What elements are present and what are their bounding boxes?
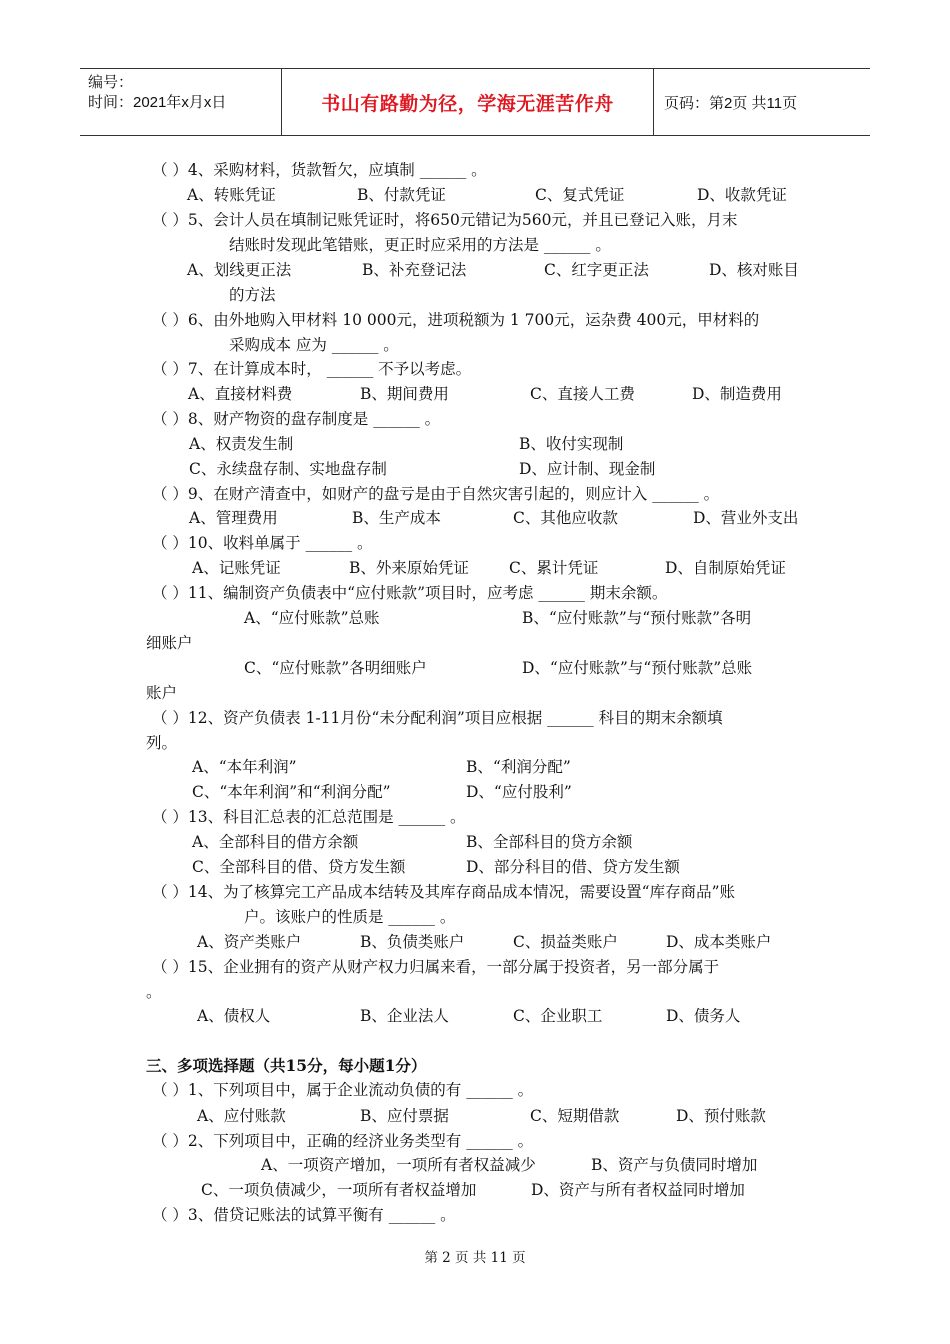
- answer-option: D、成本类账户: [666, 933, 772, 951]
- answer-option: C、“本年利润”和“利润分配”: [192, 783, 391, 801]
- question-text: 列。: [146, 734, 178, 752]
- answer-option: D、“应付股利”: [466, 783, 572, 801]
- answer-option: B、资产与负债同时增加: [591, 1156, 758, 1174]
- question-text: 。: [146, 983, 162, 1001]
- question-text: （ ）11、编制资产负债表中“应付账款”项目时，应考虑 ______ 期末余额。: [152, 584, 668, 602]
- answer-option: C、全部科目的借、贷方发生额: [192, 858, 406, 876]
- answer-option: A、转账凭证: [187, 186, 276, 204]
- answer-option: D、制造费用: [692, 385, 782, 403]
- answer-option: C、短期借款: [530, 1107, 620, 1125]
- question-text: （ ）8、财产物资的盘存制度是 ______ 。: [152, 410, 441, 428]
- answer-option: B、“应付账款”与“预付账款”各明: [522, 609, 752, 627]
- question-text: （ ）4、采购材料，货款暂欠，应填制 ______ 。: [152, 161, 487, 179]
- answer-option: A、直接材料费: [188, 385, 293, 403]
- answer-option: A、权责发生制: [189, 435, 294, 453]
- header-page-info: 页码：第2页 共11页: [664, 94, 798, 112]
- answer-option: C、红字更正法: [544, 261, 649, 279]
- answer-option: D、应计制、现金制: [519, 460, 656, 478]
- answer-option: A、管理费用: [189, 509, 278, 527]
- answer-option: A、“应付账款”总账: [244, 609, 380, 627]
- answer-option: A、资产类账户: [197, 933, 302, 951]
- answer-option: C、一项负债减少，一项所有者权益增加: [201, 1181, 477, 1199]
- question-text: （ ）7、在计算成本时， ______ 不予以考虑。: [152, 360, 472, 378]
- question-text: （ ）13、科目汇总表的汇总范围是 ______ 。: [152, 808, 466, 826]
- question-text: 的方法: [229, 286, 276, 304]
- answer-option: C、“应付账款”各明细账户: [244, 659, 427, 677]
- answer-option: D、“应付账款”与“预付账款”总账: [522, 659, 753, 677]
- answer-option: C、永续盘存制、实地盘存制: [189, 460, 387, 478]
- answer-option: C、损益类账户: [513, 933, 618, 951]
- answer-option: C、复式凭证: [535, 186, 625, 204]
- answer-option: A、记账凭证: [192, 559, 281, 577]
- question-text: （ ）15、企业拥有的资产从财产权力归属来看，一部分属于投资者，另一部分属于: [152, 958, 720, 976]
- answer-option: B、“利润分配”: [466, 758, 571, 776]
- question-text: 账户: [146, 684, 178, 702]
- answer-option: C、直接人工费: [530, 385, 635, 403]
- question-text: （ ）5、会计人员在填制记账凭证时，将650元错记为560元，并且已登记入账，月末: [152, 211, 738, 229]
- answer-option: C、企业职工: [513, 1007, 603, 1025]
- answer-option: B、生产成本: [352, 509, 441, 527]
- answer-option: B、收付实现制: [519, 435, 624, 453]
- time-label: 时间：2021年x月x日: [88, 94, 227, 111]
- answer-option: D、资产与所有者权益同时增加: [531, 1181, 745, 1199]
- answer-option: D、预付账款: [676, 1107, 766, 1125]
- serial-label: 编号：: [88, 74, 134, 91]
- section-title: 三、多项选择题（共15分，每小题1分）: [146, 1056, 427, 1075]
- answer-option: B、负债类账户: [360, 933, 465, 951]
- answer-option: A、应付账款: [197, 1107, 286, 1125]
- question-text: （ ）2、下列项目中，正确的经济业务类型有 ______ 。: [152, 1132, 534, 1150]
- question-text: （ ）3、借贷记账法的试算平衡有 ______ 。: [152, 1206, 456, 1224]
- answer-option: A、划线更正法: [187, 261, 292, 279]
- answer-option: D、核对账目: [709, 261, 799, 279]
- question-text: 户。该账户的性质是 ______ 。: [244, 908, 456, 926]
- answer-option: C、其他应收款: [513, 509, 618, 527]
- answer-option: D、营业外支出: [693, 509, 799, 527]
- answer-option: A、“本年利润”: [192, 758, 297, 776]
- question-text: 细账户: [146, 634, 193, 652]
- question-text: （ ）12、资产负债表 1-11月份“未分配利润”项目应根据 ______ 科目的期末余额填: [152, 709, 723, 727]
- question-text: （ ）10、收料单属于 ______ 。: [152, 534, 373, 552]
- answer-option: B、外来原始凭证: [349, 559, 469, 577]
- question-text: （ ）6、由外地购入甲材料 10 000元，进项税额为 1 700元，运杂费 400元，甲材料的: [152, 311, 760, 329]
- question-text: 结账时发现此笔错账，更正时应采用的方法是 ______ 。: [229, 236, 611, 254]
- question-text: 采购成本 应为 ______ 。: [229, 336, 399, 354]
- question-text: （ ）9、在财产清查中，如财产的盘亏是由于自然灾害引起的，则应计入 ______ 。: [152, 485, 720, 503]
- answer-option: B、期间费用: [360, 385, 449, 403]
- answer-option: A、债权人: [197, 1007, 271, 1025]
- answer-option: B、应付票据: [360, 1107, 449, 1125]
- answer-option: B、付款凭证: [357, 186, 446, 204]
- header-motto: 书山有路勤为径，学海无涯苦作舟: [282, 69, 654, 135]
- answer-option: D、部分科目的借、贷方发生额: [466, 858, 680, 876]
- answer-option: B、全部科目的贷方余额: [466, 833, 633, 851]
- question-text: （ ）1、下列项目中，属于企业流动负债的有 ______ 。: [152, 1081, 534, 1099]
- answer-option: D、收款凭证: [697, 186, 787, 204]
- answer-option: B、企业法人: [360, 1007, 449, 1025]
- answer-option: A、一项资产增加，一项所有者权益减少: [261, 1156, 536, 1174]
- header-meta: [80, 69, 282, 135]
- answer-option: D、债务人: [666, 1007, 741, 1025]
- page-footer: 第 2 页 共 11 页: [424, 1250, 526, 1266]
- answer-option: B、补充登记法: [362, 261, 467, 279]
- answer-option: A、全部科目的借方余额: [192, 833, 359, 851]
- question-text: （ ）14、为了核算完工产品成本结转及其库存商品成本情况，需要设置“库存商品”账: [152, 883, 736, 901]
- answer-option: D、自制原始凭证: [665, 559, 786, 577]
- answer-option: C、累计凭证: [509, 559, 599, 577]
- page-header: [80, 68, 870, 136]
